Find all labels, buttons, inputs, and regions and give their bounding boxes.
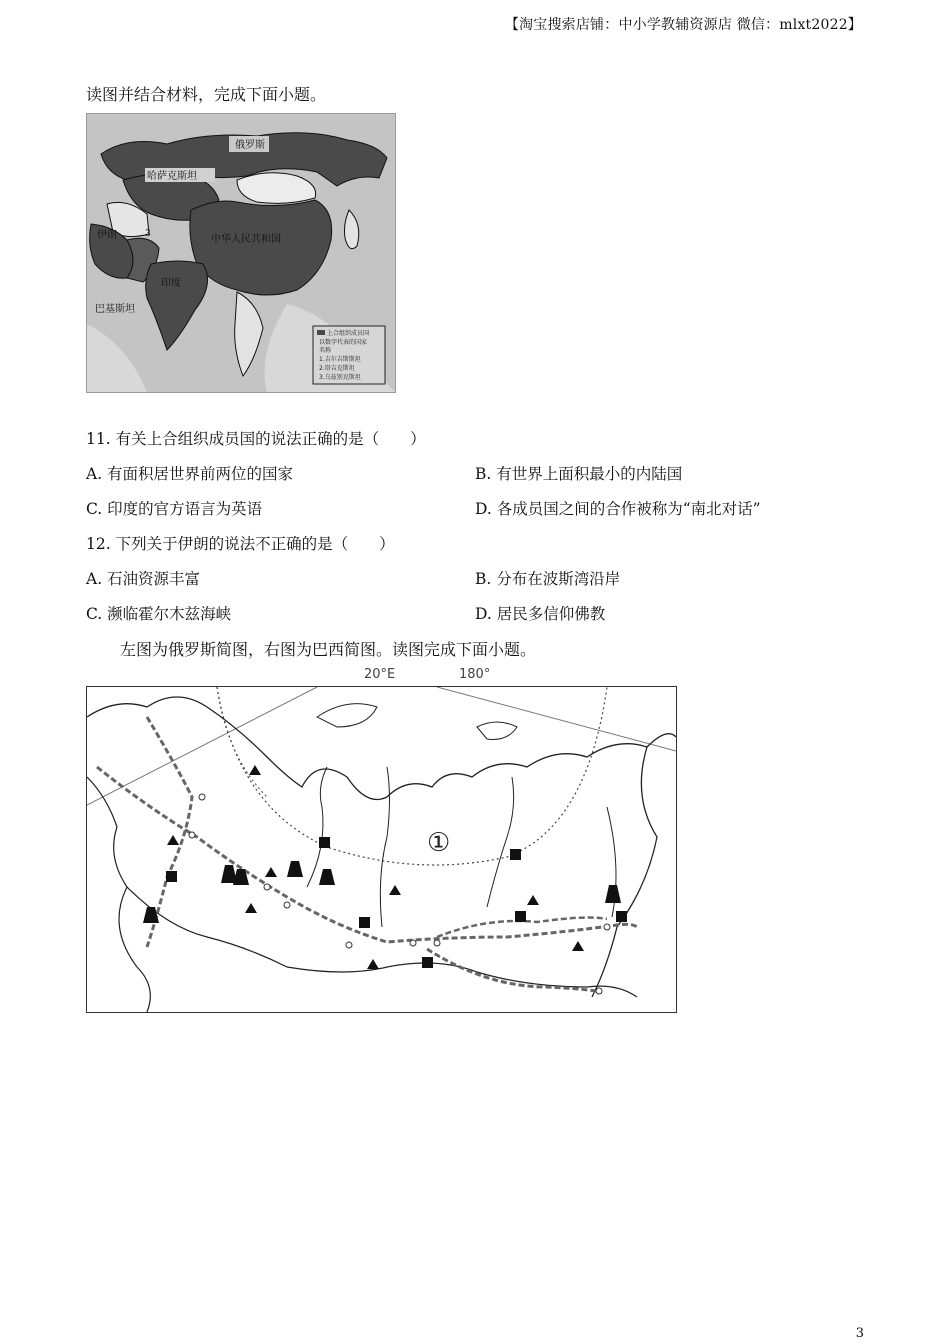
square-symbol [166,871,177,882]
longitude-20e: 20°E [364,667,396,682]
legend-line-6: 3.乌兹别克斯坦 [319,374,361,381]
square-symbol [359,917,370,928]
sco-map [86,113,396,393]
q11-option-a: A. 有面积居世界前两位的国家 [86,465,294,483]
arctic-circle [217,687,607,865]
label-china: 中华人民共和国 [211,234,281,245]
station [410,940,416,946]
river-yenisei [380,767,389,927]
trans-siberian-railway [97,767,637,942]
legend-line-1: 上合组织成员国 [327,330,370,337]
page-number: 3 [855,1326,864,1341]
legend-line-5: 2.塔吉克斯坦 [319,365,355,372]
q11-stem: 11. 有关上合组织成员国的说法正确的是（ ） [86,430,426,448]
label-kazakhstan: 哈萨克斯坦 [147,171,197,182]
trapezoid-symbol [287,861,303,877]
label-pakistan: 巴基斯坦 [95,304,135,315]
triangle-symbol [389,885,401,895]
station [284,902,290,908]
sco-map-svg [87,114,395,392]
label-iran: 伊朗 [97,230,117,241]
legend-line-3: 名称 [319,347,332,354]
q12-option-c: C. 濒临霍尔木兹海峡 [86,605,232,623]
legend-swatch [317,330,325,335]
island [477,722,517,740]
east-coastline [592,747,657,997]
section2-intro: 左图为俄罗斯简图，右图为巴西简图。读图完成下面小题。 [120,640,537,659]
q12-option-d: D. 居民多信仰佛教 [475,605,606,623]
label-number-3: 3 [145,229,151,239]
triangle-symbol [167,835,179,845]
triangle-symbol [367,959,379,969]
triangle-symbol [245,903,257,913]
trapezoid-symbol [319,869,335,885]
square-symbol [319,837,330,848]
station [199,794,205,800]
station [189,832,195,838]
square-symbol [422,957,433,968]
section1-intro: 读图并结合材料，完成下面小题。 [86,85,327,104]
region-marker-1: ① [427,828,451,858]
triangle-symbol [572,941,584,951]
label-india: 印度 [161,278,181,289]
q12-stem: 12. 下列关于伊朗的说法不正确的是（ ） [86,535,395,553]
square-symbol [616,911,627,922]
header-note: 【淘宝搜索店铺：中小学教辅资源店 微信：mlxt2022】 [504,17,862,33]
meridian-20e [217,687,267,797]
q11-option-b: B. 有世界上面积最小的内陆国 [475,465,683,483]
longitude-180: 180° [459,667,491,682]
trapezoid-symbol [143,907,159,923]
trapezoid-symbol [605,885,621,903]
triangle-symbol [249,765,261,775]
q12-option-b: B. 分布在波斯湾沿岸 [475,570,621,588]
graticule-line [437,687,676,751]
label-russia: 俄罗斯 [235,140,265,151]
triangle-symbol [265,867,277,877]
russia-map-svg [87,687,676,1012]
square-symbol [515,911,526,922]
q12-option-a: A. 石油资源丰富 [86,570,201,588]
north-coastline [87,697,676,800]
river-lena [487,777,514,907]
q11-option-d: D. 各成员国之间的合作被称为“南北对话” [475,500,761,518]
russia-map [86,686,677,1013]
station [264,884,270,890]
station [596,988,602,994]
square-symbol [510,849,521,860]
legend-line-2: 以数字代表的国家 [319,339,368,346]
southern-railway [427,949,602,992]
station [346,942,352,948]
station [604,924,610,930]
triangle-symbol [527,895,539,905]
legend-line-4: 1.吉尔吉斯斯坦 [319,356,361,363]
western-coastline [87,777,150,1012]
island [317,704,377,727]
q11-option-c: C. 印度的官方语言为英语 [86,500,263,518]
station [434,940,440,946]
